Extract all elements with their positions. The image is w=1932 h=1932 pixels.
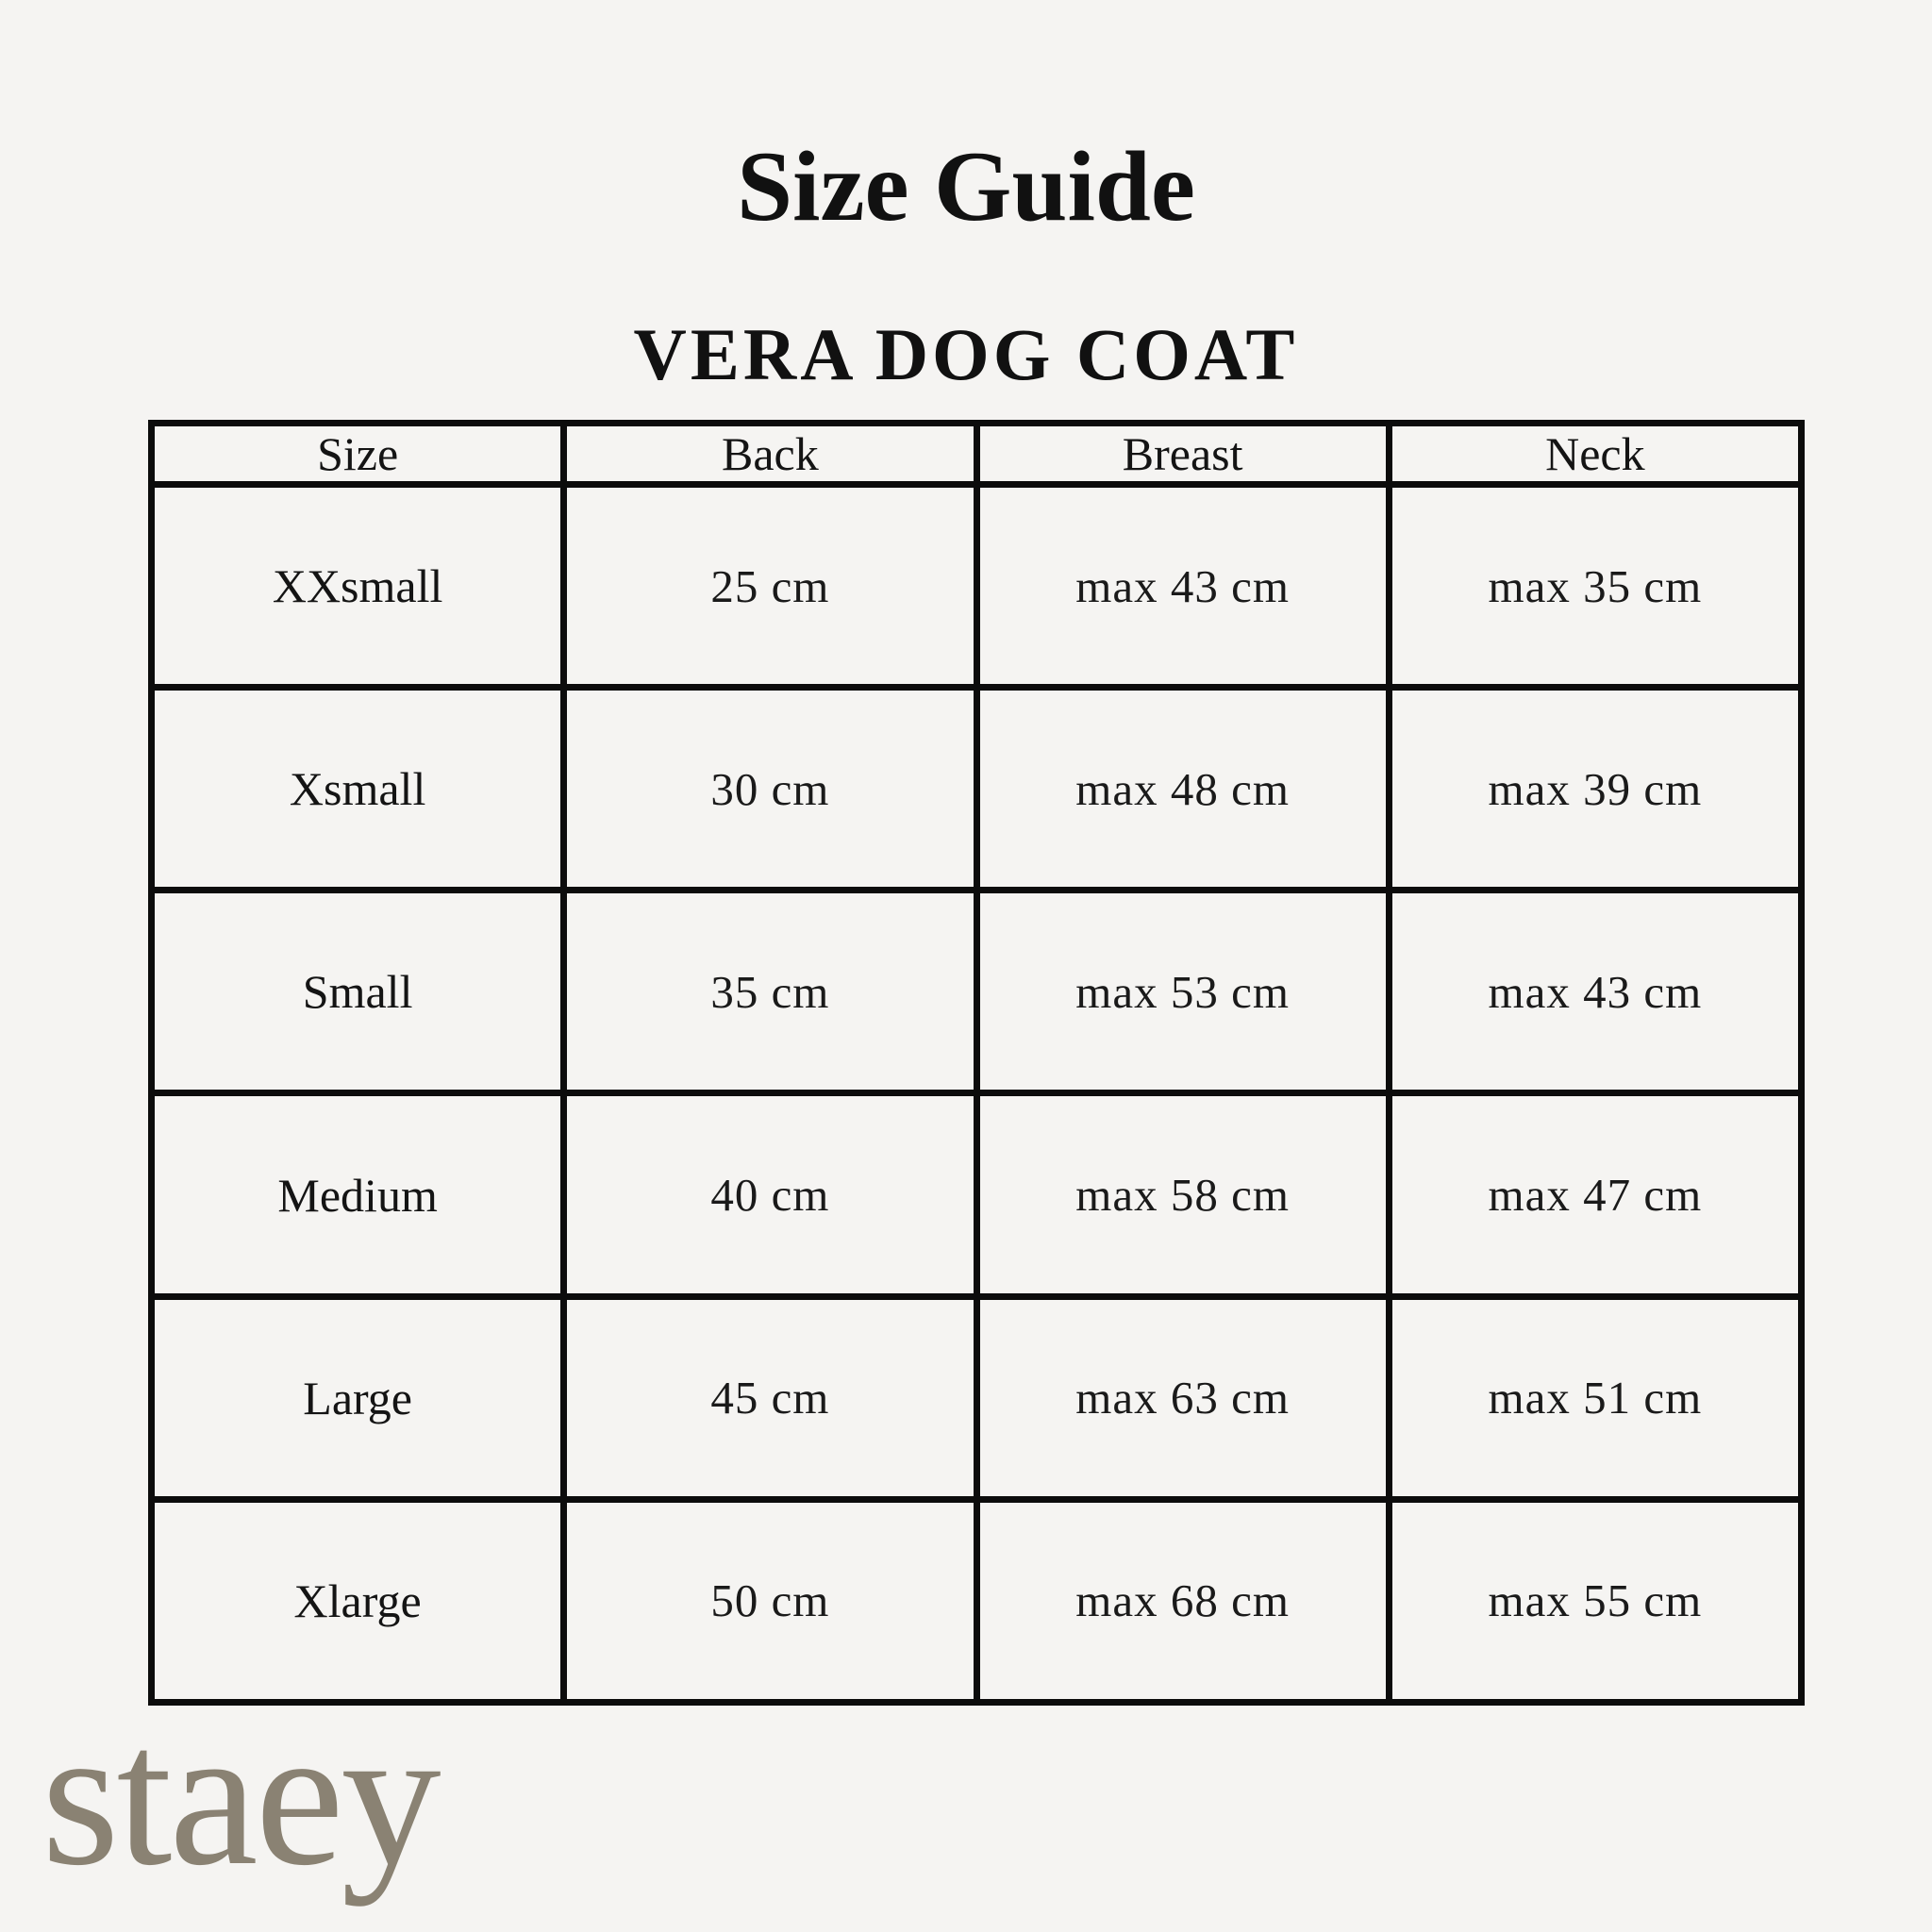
column-header-back: Back <box>564 424 976 485</box>
table-row-large <box>152 1296 1802 1499</box>
size-label: Xsmall <box>152 688 564 891</box>
breast-measurement: max 58 cm <box>976 1093 1389 1296</box>
column-header-breast: Breast <box>976 424 1389 485</box>
neck-measurement: max 47 cm <box>1389 1093 1801 1296</box>
breast-measurement: max 48 cm <box>976 688 1389 891</box>
neck-measurement: max 55 cm <box>1389 1499 1801 1702</box>
breast-measurement: max 68 cm <box>976 1499 1389 1702</box>
back-measurement: 45 cm <box>564 1296 976 1499</box>
back-measurement: 40 cm <box>564 1093 976 1296</box>
brand-logo: staey <box>42 1685 439 1907</box>
breast-measurement: max 43 cm <box>976 485 1389 688</box>
size-label: Large <box>152 1296 564 1499</box>
size-guide-table <box>148 420 1805 1706</box>
size-table-header <box>152 424 1802 485</box>
breast-measurement: max 63 cm <box>976 1296 1389 1499</box>
table-row-xsmall <box>152 688 1802 891</box>
size-label: Small <box>152 891 564 1093</box>
size-label: Xlarge <box>152 1499 564 1702</box>
product-subtitle: VERA DOG COAT <box>633 312 1299 395</box>
size-label: Medium <box>152 1093 564 1296</box>
table-row-medium <box>152 1093 1802 1296</box>
size-table-body <box>152 485 1802 1703</box>
neck-measurement: max 39 cm <box>1389 688 1801 891</box>
back-measurement: 25 cm <box>564 485 976 688</box>
neck-measurement: max 51 cm <box>1389 1296 1801 1499</box>
column-header-neck: Neck <box>1389 424 1801 485</box>
back-measurement: 30 cm <box>564 688 976 891</box>
neck-measurement: max 43 cm <box>1389 891 1801 1093</box>
breast-measurement: max 53 cm <box>976 891 1389 1093</box>
table-row-xlarge <box>152 1499 1802 1702</box>
page-title: Size Guide <box>737 131 1195 242</box>
header-row <box>152 424 1802 485</box>
table-row-small <box>152 891 1802 1093</box>
neck-measurement: max 35 cm <box>1389 485 1801 688</box>
table-row-xxsmall <box>152 485 1802 688</box>
size-label: XXsmall <box>152 485 564 688</box>
back-measurement: 35 cm <box>564 891 976 1093</box>
back-measurement: 50 cm <box>564 1499 976 1702</box>
column-header-size: Size <box>152 424 564 485</box>
